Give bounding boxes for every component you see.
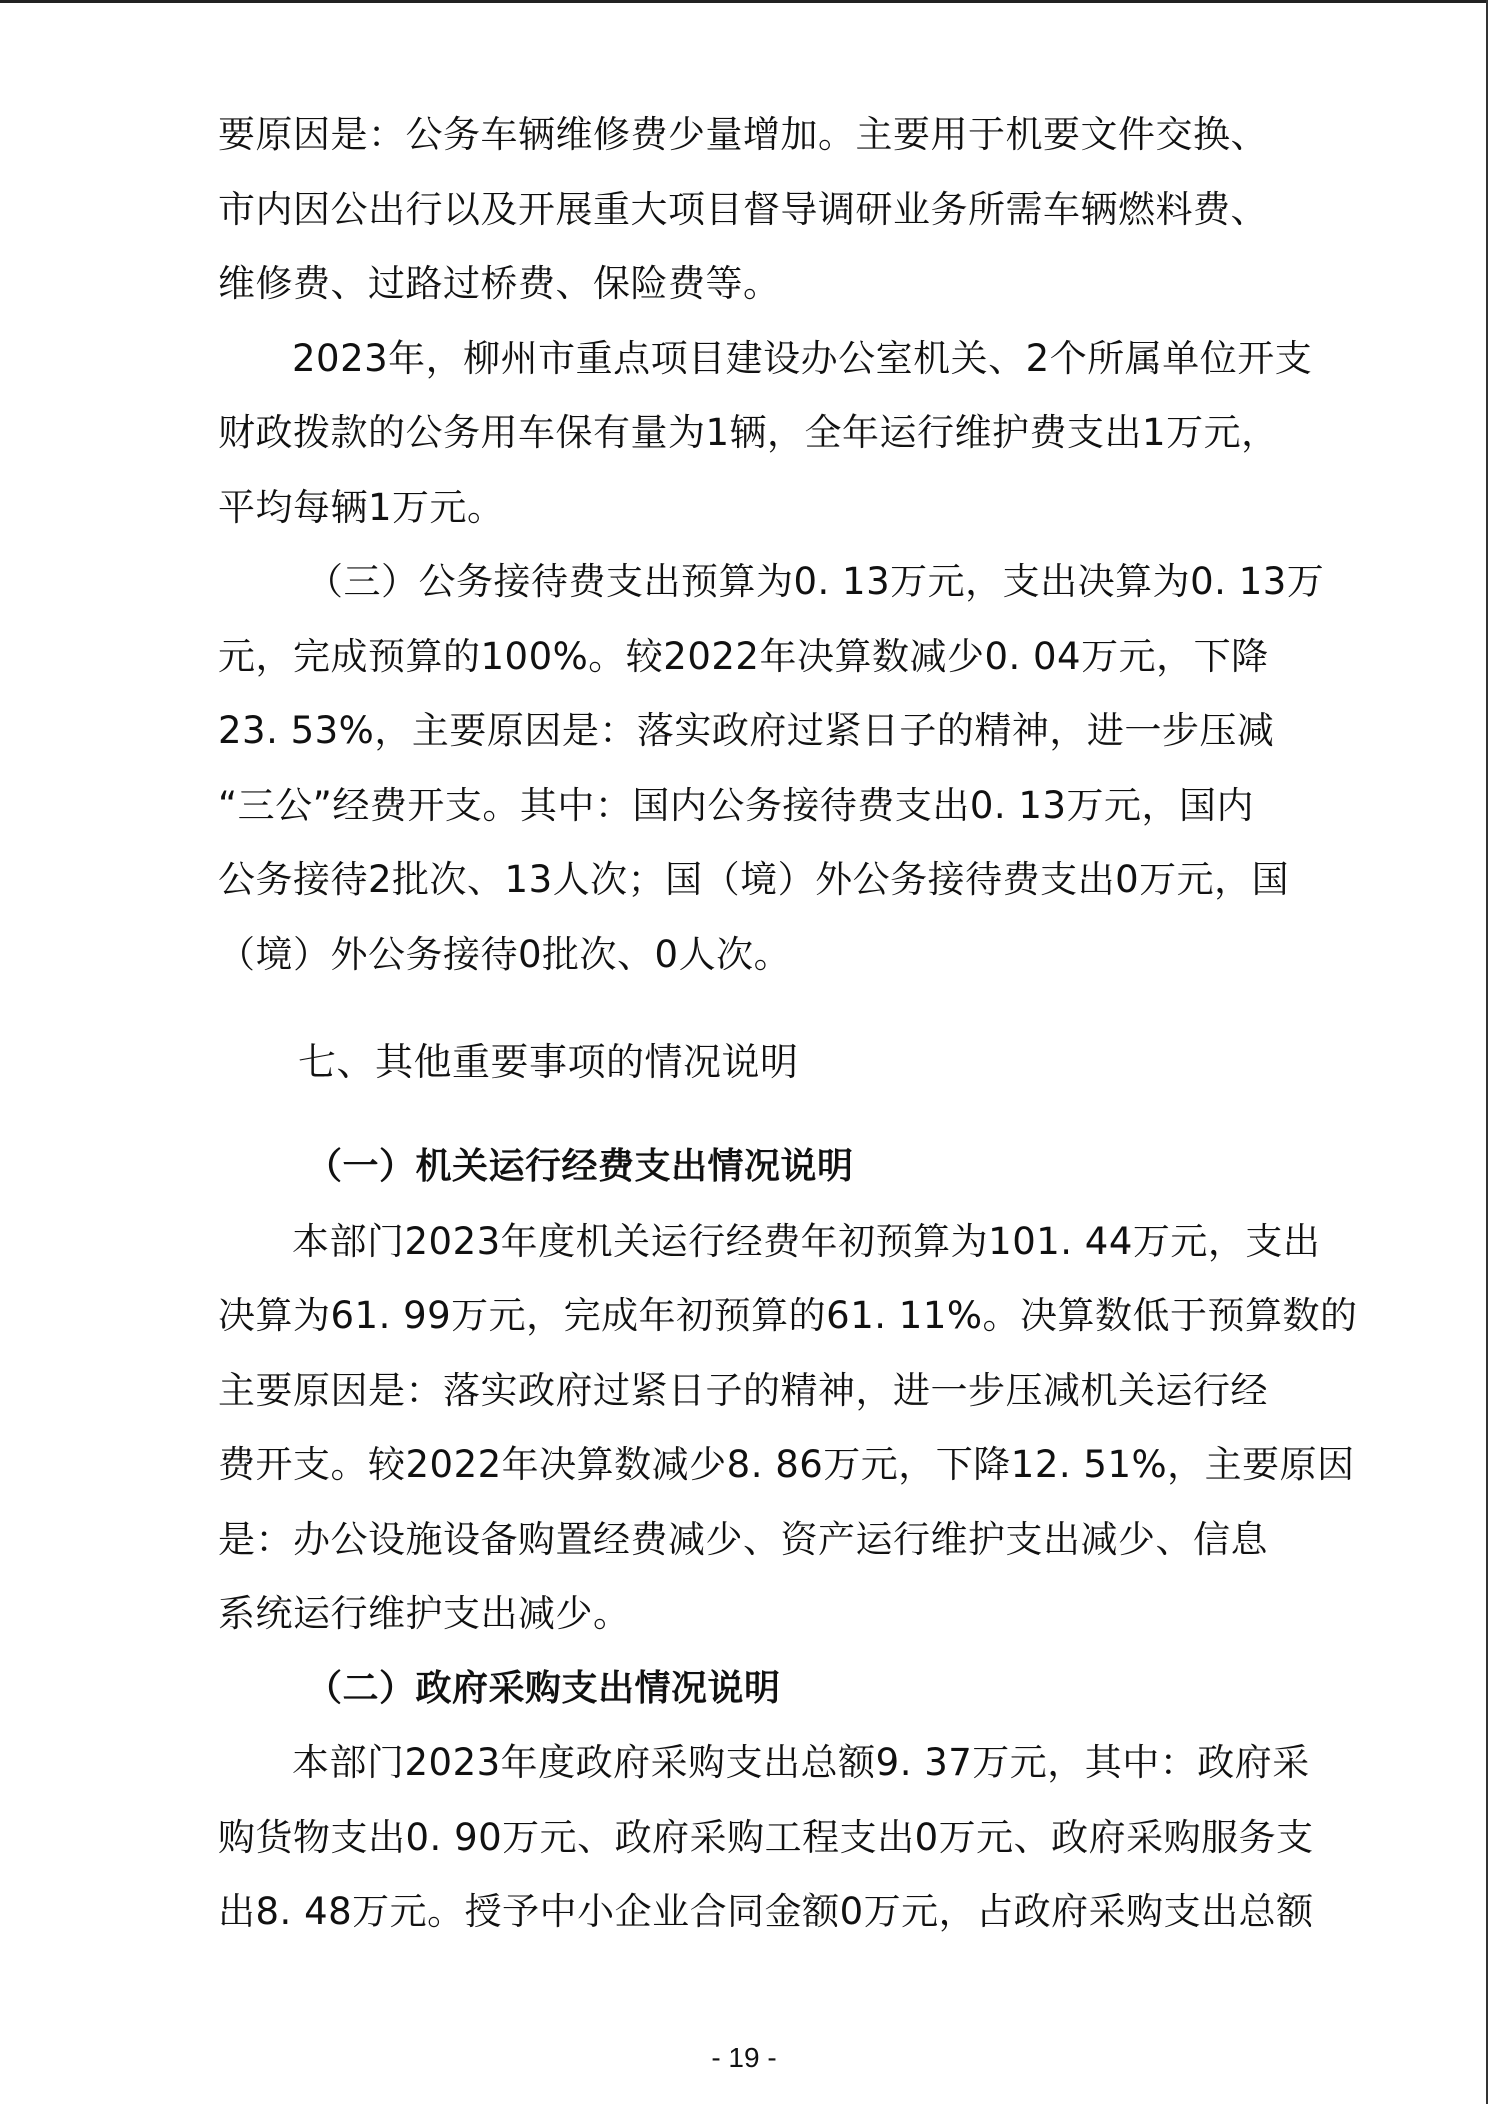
text-line: 本部门2023年度机关运行经费年初预算为101. 44万元，支出	[292, 1219, 1321, 1263]
subheading-operating-expenses: （一）机关运行经费支出情况说明	[306, 1146, 854, 1187]
text-line: 平均每辆1万元。	[218, 485, 505, 529]
paragraph-procurement	[218, 1726, 1314, 1950]
paragraph-reception-expenses	[218, 545, 1325, 992]
text-line: （三）公务接待费支出预算为0. 13万元，支出决算为0. 13万	[306, 560, 1325, 603]
text-line: 23. 53%，主要原因是：落实政府过紧日子的精神，进一步压减	[218, 709, 1275, 752]
text-line: 维修费、过路过桥费、保险费等。	[218, 262, 781, 305]
text-line: 决算为61. 99万元，完成年初预算的61. 11%。决算数低于预算数的	[218, 1294, 1358, 1337]
section-heading-other-matters: 七、其他重要事项的情况说明	[298, 1040, 799, 1084]
text-line: “三公”经费开支。其中：国内公务接待费支出0. 13万元，国内	[218, 783, 1254, 827]
text-line: 费开支。较2022年决算数减少8. 86万元，下降12. 51%，主要原因	[218, 1443, 1355, 1486]
text-line: 主要原因是：落实政府过紧日子的精神，进一步压减机关运行经	[218, 1368, 1268, 1412]
text-line: 2023年，柳州市重点项目建设办公室机关、2个所属单位开支	[292, 336, 1313, 380]
text-line: 是：办公设施设备购置经费减少、资产运行维护支出减少、信息	[218, 1517, 1268, 1561]
text-line: 公务接待2批次、13人次；国（境）外公务接待费支出0万元，国	[218, 858, 1290, 901]
page-top-border	[0, 0, 1488, 3]
page-number: - 19 -	[711, 2042, 777, 2073]
subheading-procurement: （二）政府采购支出情况说明	[306, 1667, 781, 1709]
paragraph-vehicle-maintenance	[218, 98, 1288, 322]
text-line: 购货物支出0. 90万元、政府采购工程支出0万元、政府采购服务支	[218, 1815, 1314, 1859]
text-line: 系统运行维护支出减少。	[218, 1592, 631, 1635]
text-line: （境）外公务接待0批次、0人次。	[218, 932, 792, 976]
text-line: 要原因是：公务车辆维修费少量增加。主要用于机要文件交换、	[218, 113, 1268, 156]
paragraph-vehicle-count	[218, 322, 1313, 546]
text-line: 出8. 48万元。授予中小企业合同金额0万元，占政府采购支出总额	[218, 1890, 1314, 1933]
text-line: 市内因公出行以及开展重大项目督导调研业务所需车辆燃料费、	[218, 187, 1268, 231]
document-body	[218, 98, 1358, 1950]
text-line: 财政拨款的公务用车保有量为1辆，全年运行维护费支出1万元，	[218, 411, 1279, 454]
paragraph-operating-expenses	[218, 1205, 1358, 1652]
text-line: 本部门2023年度政府采购支出总额9. 37万元，其中：政府采	[292, 1741, 1310, 1784]
text-line: 元，完成预算的100%。较2022年决算数减少0. 04万元，下降	[218, 634, 1269, 678]
